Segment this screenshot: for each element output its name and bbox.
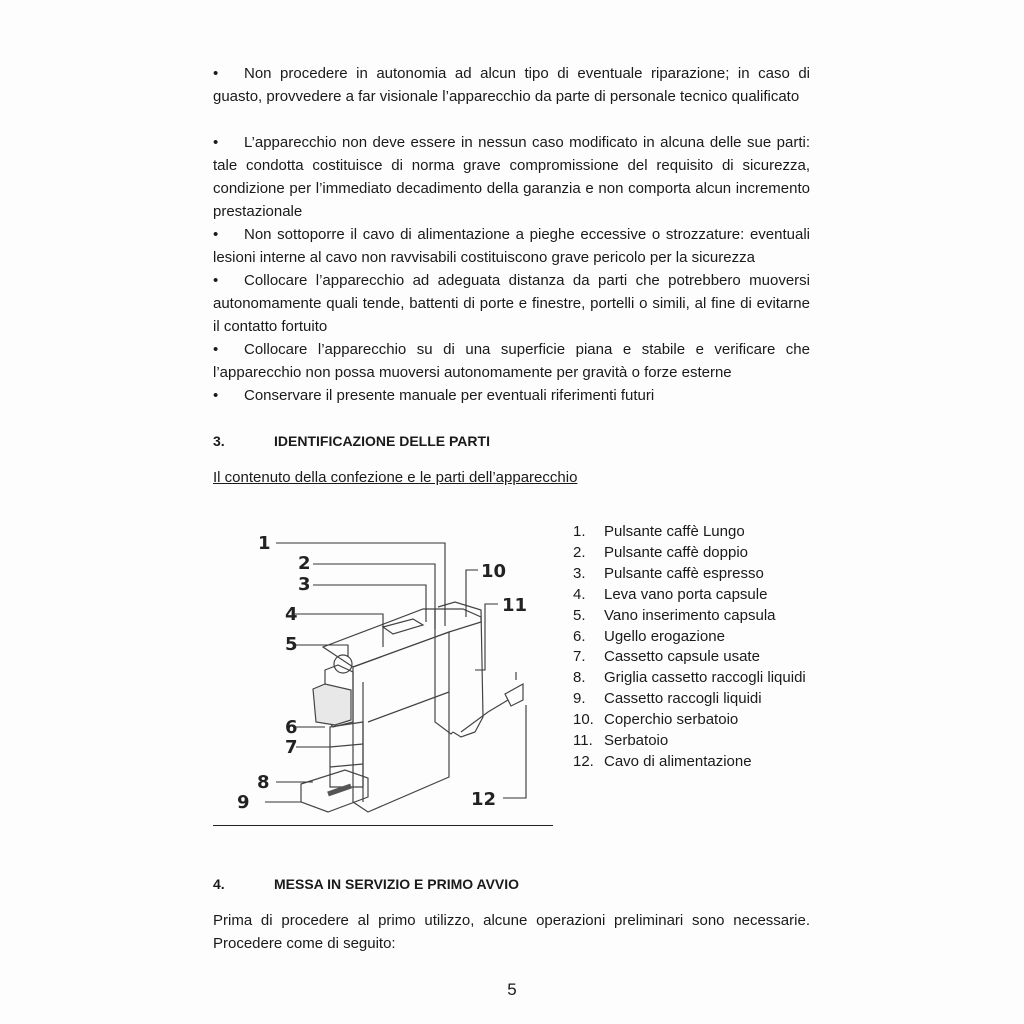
bullet-item bbox=[213, 223, 810, 269]
bullet-item bbox=[213, 269, 810, 338]
callout-6: 6 bbox=[285, 717, 298, 738]
parts-list-item bbox=[573, 668, 806, 689]
item-label: Coperchio serbatoio bbox=[604, 711, 739, 729]
bullet-icon: • bbox=[213, 65, 219, 82]
bullet-text: Non sottoporre il cavo di alimentazione a pieghe eccessive o strozzature: eventuali lesioni interne al cavo non ravvisabili costituiscono grave pericolo per la sicurezza bbox=[213, 226, 810, 266]
parts-list-item bbox=[573, 647, 806, 668]
coffee-machine-diagram bbox=[213, 522, 553, 822]
item-label: Pulsante caffè espresso bbox=[604, 564, 764, 582]
bullet-icon: • bbox=[213, 387, 219, 404]
item-label: Griglia cassetto raccogli liquidi bbox=[604, 669, 806, 687]
bullet-icon: • bbox=[213, 272, 219, 289]
section-4-heading bbox=[213, 876, 519, 892]
item-number: 12. bbox=[573, 752, 594, 770]
section-title: MESSA IN SERVIZIO E PRIMO AVVIO bbox=[274, 876, 520, 892]
parts-list-item bbox=[573, 606, 806, 627]
item-number: 5. bbox=[573, 606, 586, 624]
plug bbox=[505, 684, 523, 706]
parts-list-item bbox=[573, 564, 806, 585]
section-title: IDENTIFICAZIONE DELLE PARTI bbox=[274, 433, 490, 449]
item-number: 4. bbox=[573, 585, 586, 603]
bullet-item bbox=[213, 131, 810, 223]
bullet-icon: • bbox=[213, 134, 219, 151]
callout-5: 5 bbox=[285, 634, 298, 655]
callout-2: 2 bbox=[298, 553, 311, 574]
page-number: 5 bbox=[507, 980, 517, 999]
bullet-text: L’apparecchio non deve essere in nessun caso modificato in alcuna delle sue parti: tale condotta costituisce di norma grave compromissione del requisito di sicurezza, condizione per l’immediato decadimento della garanzia e non comporta alcun incremento prestazionale bbox=[213, 134, 810, 220]
bullet-item bbox=[213, 338, 810, 384]
callout-11: 11 bbox=[502, 595, 528, 616]
top-panel bbox=[323, 609, 481, 667]
section-4-body: Prima di procedere al primo utilizzo, alcune operazioni preliminari sono necessarie. Procedere come di seguito: bbox=[213, 912, 810, 952]
parts-list-item bbox=[573, 585, 806, 606]
parts-list-item bbox=[573, 710, 806, 731]
callout-12: 12 bbox=[471, 789, 497, 810]
callout-9: 9 bbox=[237, 792, 250, 813]
item-label: Serbatoio bbox=[604, 732, 669, 750]
item-number: 6. bbox=[573, 627, 586, 645]
power-cable bbox=[461, 700, 508, 732]
item-number: 1. bbox=[573, 523, 586, 540]
section-3-subtitle: Il contenuto della confezione e le parti dell’apparecchio bbox=[213, 469, 578, 486]
item-label: Ugello erogazione bbox=[604, 627, 725, 645]
parts-list-item bbox=[573, 627, 806, 648]
item-label: Vano inserimento capsula bbox=[604, 606, 776, 624]
parts-list-item bbox=[573, 731, 806, 752]
item-label: Cavo di alimentazione bbox=[604, 752, 752, 770]
item-number: 10. bbox=[573, 711, 594, 729]
callout-3: 3 bbox=[298, 574, 311, 595]
callout-7: 7 bbox=[285, 737, 298, 758]
callout-10: 10 bbox=[481, 561, 507, 582]
bullet-item bbox=[213, 384, 810, 407]
bullet-text: Non procedere in autonomia ad alcun tipo di eventuale riparazione; in caso di guasto, provvedere a far visionale l’apparecchio da parte di personale tecnico qualificato bbox=[213, 65, 810, 105]
parts-list-item bbox=[573, 543, 806, 564]
used-capsule-drawer bbox=[330, 722, 363, 787]
bullet-text: Collocare l’apparecchio ad adeguata distanza da parti che potrebbero muoversi autonomamente quali tende, battenti di porte e finestre, portelli o simili, al fine di evitarne il contatto fortuito bbox=[213, 272, 810, 335]
diagram-divider bbox=[213, 825, 553, 826]
callout-1: 1 bbox=[258, 533, 271, 554]
bullet-item bbox=[213, 62, 810, 108]
item-label: Pulsante caffè Lungo bbox=[604, 523, 745, 540]
bullet-icon: • bbox=[213, 226, 219, 243]
callout-4: 4 bbox=[285, 604, 298, 625]
parts-list-item bbox=[573, 689, 806, 710]
parts-list-item bbox=[573, 752, 806, 773]
item-number: 3. bbox=[573, 564, 586, 582]
section-number: 3. bbox=[213, 433, 225, 449]
bullet-icon: • bbox=[213, 341, 219, 358]
bullet-text: Collocare l’apparecchio su di una superficie piana e stabile e verificare che l’apparecchio non possa muoversi autonomamente per gravità o forze esterne bbox=[213, 341, 810, 381]
item-label: Pulsante caffè doppio bbox=[604, 543, 749, 561]
item-label: Cassetto raccogli liquidi bbox=[604, 690, 762, 708]
parts-list bbox=[573, 522, 806, 773]
bullet-text: Conservare il presente manuale per eventuali riferimenti futuri bbox=[244, 387, 655, 404]
item-label: Cassetto capsule usate bbox=[604, 648, 760, 666]
item-number: 11. bbox=[573, 732, 593, 750]
parts-list-item bbox=[573, 522, 806, 543]
section-3-heading bbox=[213, 433, 490, 449]
item-number: 2. bbox=[573, 543, 586, 561]
item-number: 8. bbox=[573, 669, 586, 687]
item-number: 9. bbox=[573, 690, 586, 708]
item-label: Leva vano porta capsule bbox=[604, 585, 768, 603]
callout-8: 8 bbox=[257, 772, 270, 793]
section-number: 4. bbox=[213, 876, 225, 892]
item-number: 7. bbox=[573, 648, 586, 666]
